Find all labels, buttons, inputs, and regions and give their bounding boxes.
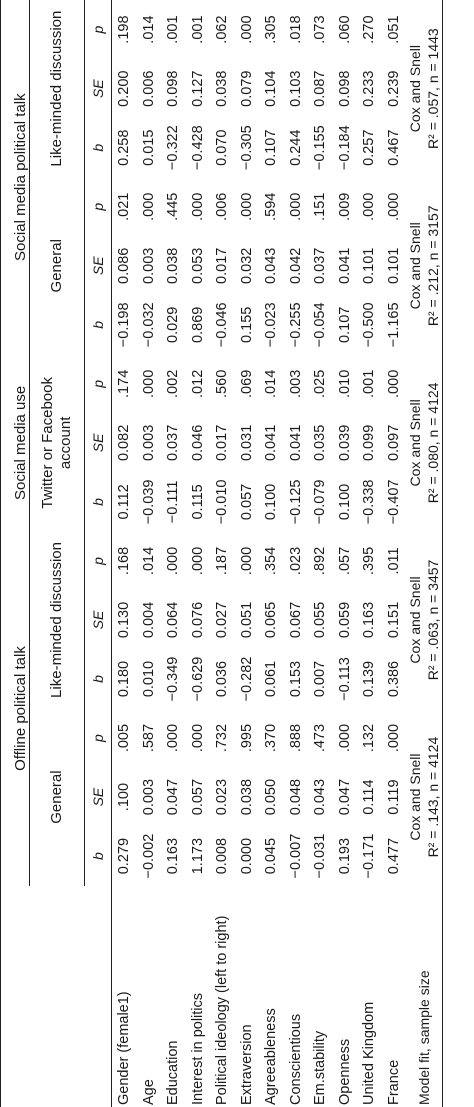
row-label: Conscientious: [287, 1013, 304, 1105]
row-label: France: [385, 1059, 402, 1105]
model-fit-method: Cox and Snell: [407, 753, 423, 841]
stat-header: p: [85, 709, 112, 768]
table-cell: −0.349: [165, 656, 182, 702]
table-cell: 0.104: [263, 70, 280, 107]
table-cell: 0.107: [263, 129, 280, 166]
table-cell: 0.119: [385, 779, 402, 815]
table-cell: .000: [165, 723, 182, 753]
table-cell: 0.006: [140, 70, 157, 107]
model-fit-cell: [406, 709, 443, 886]
table-cell: 0.057: [238, 483, 255, 521]
table-cell: 0.038: [214, 70, 231, 107]
model-fit-method: Cox and Snell: [407, 222, 423, 310]
table-cell: −0.282: [238, 656, 255, 702]
table-cell: .010: [336, 369, 353, 398]
table-cell: 0.103: [287, 70, 304, 107]
table-cell: 0.127: [189, 70, 206, 107]
table-cell: −0.007: [287, 833, 304, 879]
table-cell: 0.087: [312, 70, 329, 107]
table-cell: .000: [189, 723, 206, 753]
table-cell: 0.200: [116, 70, 133, 107]
table-cell: .057: [336, 546, 353, 576]
table-cell: 0.000: [238, 837, 255, 875]
model-fit-cell: [406, 531, 443, 708]
row-label: Age: [140, 1079, 157, 1105]
table-cell: .012: [189, 369, 206, 398]
table-cell: 0.098: [165, 70, 182, 107]
table-cell: 0.059: [336, 601, 353, 639]
table-cell: 0.239: [385, 70, 402, 107]
table-cell: .000: [189, 192, 206, 221]
table-cell: .060: [336, 15, 353, 44]
table-cell: −0.198: [116, 302, 133, 348]
table-row: [210, 0, 235, 1107]
stat-header: SE: [85, 590, 112, 649]
table-cell: −0.039: [140, 479, 157, 525]
row-label: Openness: [336, 1038, 353, 1105]
subgroup-header: Twitter or Facebook account: [30, 354, 85, 531]
table-cell: .000: [385, 723, 402, 753]
table-cell: 0.098: [336, 70, 353, 107]
table-cell: 0.047: [165, 778, 182, 816]
stat-header: b: [85, 650, 112, 709]
table-cell: .000: [238, 546, 255, 576]
table-cell: 0.869: [189, 306, 206, 343]
model-fit-cell: [406, 0, 443, 177]
model-fit-cell: [406, 177, 443, 354]
table-cell: .732: [214, 723, 231, 753]
table-cell: 0.039: [336, 424, 353, 462]
table-cell: 0.029: [165, 306, 182, 343]
table-cell: .000: [238, 15, 255, 44]
table-cell: .174: [116, 369, 133, 398]
table-cell: 0.038: [238, 778, 255, 816]
table-cell: 0.046: [189, 424, 206, 462]
group-header: Social media use: [1, 354, 30, 531]
table-cell: 0.279: [116, 837, 133, 875]
table-cell: 0.015: [140, 129, 157, 166]
table-cell: .000: [385, 369, 402, 398]
stub-header: [30, 886, 85, 1107]
table-cell: 0.003: [140, 247, 157, 284]
table-cell: .009: [336, 192, 353, 221]
table-cell: .151: [312, 192, 329, 221]
table-cell: −0.407: [385, 479, 402, 525]
stat-header: SE: [85, 236, 112, 295]
table-cell: 0.027: [214, 601, 231, 639]
table-cell: .370: [263, 723, 280, 753]
table-cell: 0.193: [336, 837, 353, 875]
stat-header: p: [85, 354, 112, 413]
table-cell: 0.023: [214, 778, 231, 816]
table-cell: .002: [165, 369, 182, 398]
table-cell: −0.113: [336, 657, 353, 701]
table-cell: .025: [312, 369, 329, 398]
table-cell: 0.153: [287, 660, 304, 698]
row-label: Education: [165, 1040, 182, 1105]
table-cell: .000: [140, 369, 157, 398]
table-cell: .168: [116, 546, 133, 576]
table-cell: 0.115: [189, 484, 206, 520]
table-cell: 0.007: [312, 660, 329, 698]
table-cell: .000: [336, 723, 353, 753]
table-cell: .000: [361, 192, 378, 221]
table-cell: 0.107: [336, 306, 353, 343]
table-cell: 0.043: [312, 778, 329, 816]
table-cell: 0.163: [165, 837, 182, 875]
table-cell: −0.500: [361, 302, 378, 348]
group-header: Social media political talk: [1, 0, 30, 354]
stat-header: p: [85, 531, 112, 590]
table-cell: −0.046: [214, 302, 231, 348]
stat-header: b: [85, 827, 112, 886]
model-fit-stats: R² = .143, n = 4124: [425, 736, 441, 858]
table-cell: .473: [312, 723, 329, 753]
row-label: Extraversion: [238, 1024, 255, 1105]
row-label: Interest in politics: [189, 992, 206, 1105]
table-cell: 0.057: [189, 778, 206, 816]
stat-header: SE: [85, 413, 112, 472]
table-row: [259, 0, 284, 1107]
table-cell: −0.031: [312, 833, 329, 879]
table-cell: 0.163: [361, 601, 378, 639]
table-cell: 0.139: [361, 660, 378, 698]
table-cell: 0.130: [116, 601, 133, 639]
row-label: Agreeableness: [263, 1008, 280, 1105]
model-fit-stats: R² = .080, n = 4124: [425, 382, 441, 504]
table-cell: .000: [287, 192, 304, 221]
table-cell: 0.099: [361, 424, 378, 462]
table-cell: 0.151: [385, 601, 402, 639]
table-cell: .560: [214, 369, 231, 398]
table-cell: .001: [189, 15, 206, 44]
table-cell: 0.086: [116, 247, 133, 284]
table-cell: .014: [140, 546, 157, 576]
table-cell: 0.070: [214, 129, 231, 166]
table-cell: .305: [263, 15, 280, 44]
table-cell: .892: [312, 546, 329, 576]
table-cell: 0.032: [238, 247, 255, 284]
table-cell: 0.079: [238, 70, 255, 107]
table-cell: 0.008: [214, 837, 231, 875]
table-cell: .000: [140, 192, 157, 221]
table-cell: 0.257: [361, 129, 378, 166]
table-cell: 0.244: [287, 129, 304, 166]
table-cell: 0.051: [238, 601, 255, 639]
stat-header: p: [85, 177, 112, 236]
table-cell: −0.322: [165, 125, 182, 171]
table-row: [112, 0, 137, 1107]
table-cell: .198: [116, 15, 133, 44]
table-cell: .000: [189, 546, 206, 576]
table-row: [308, 0, 333, 1107]
table-cell: 0.035: [312, 424, 329, 462]
table-cell: .000: [385, 192, 402, 221]
table-cell: 0.100: [263, 483, 280, 521]
model-fit-stats: R² = .057, n = 1443: [425, 28, 441, 149]
table-cell: .100: [116, 782, 133, 812]
subgroup-header: Like-minded discussion: [30, 531, 85, 708]
table-cell: −0.255: [287, 302, 304, 348]
table-cell: .000: [165, 546, 182, 576]
table-cell: 0.064: [165, 601, 182, 639]
table-cell: 0.050: [263, 778, 280, 816]
row-label: Political ideology (left to right): [214, 915, 231, 1105]
table-cell: .132: [361, 723, 378, 753]
table-cell: −0.171: [361, 833, 378, 879]
table-cell: 0.076: [189, 601, 206, 639]
table-row: [161, 0, 186, 1107]
table-cell: 0.386: [385, 660, 402, 698]
table-cell: −0.079: [312, 479, 329, 525]
table-cell: 0.061: [263, 660, 280, 698]
table-cell: 0.038: [165, 247, 182, 284]
table-cell: 0.082: [116, 424, 133, 462]
table-cell: 0.047: [336, 778, 353, 816]
subgroup-header: General: [30, 177, 85, 354]
model-fit-row: [406, 0, 443, 1107]
table-cell: 0.037: [312, 247, 329, 284]
table-row: [186, 0, 211, 1107]
table-cell: −0.023: [263, 302, 280, 348]
stub-header: [1, 886, 30, 1107]
table-cell: 0.045: [263, 837, 280, 875]
table-cell: 0.041: [263, 424, 280, 462]
table-cell: .354: [263, 546, 280, 576]
model-fit-stats: R² = .212, n = 3157: [425, 205, 441, 327]
stub-header: [85, 886, 112, 1107]
table-cell: 0.048: [287, 778, 304, 816]
row-label: United Kingdom: [361, 1001, 378, 1105]
table-cell: .006: [214, 192, 231, 221]
table-cell: 0.065: [263, 601, 280, 639]
table-cell: 0.041: [336, 247, 353, 284]
stat-header: b: [85, 118, 112, 177]
table-cell: 0.037: [165, 424, 182, 462]
subgroup-header: Like-minded discussion: [30, 0, 85, 177]
table-cell: .018: [287, 15, 304, 44]
table-cell: 0.180: [116, 660, 133, 698]
stat-header: p: [85, 0, 112, 59]
table-cell: .005: [116, 723, 133, 753]
table-cell: 0.101: [385, 247, 402, 284]
table-cell: 0.042: [287, 247, 304, 284]
table-cell: 0.043: [263, 247, 280, 284]
stat-header: b: [85, 472, 112, 531]
table-cell: 0.003: [140, 424, 157, 462]
table-cell: .003: [287, 369, 304, 398]
table-cell: −0.111: [165, 480, 182, 524]
table-cell: 0.477: [385, 837, 402, 875]
table-cell: 0.233: [361, 70, 378, 107]
row-label: Em.stability: [312, 1030, 329, 1105]
table-cell: 0.155: [238, 306, 255, 343]
table-cell: .594: [263, 192, 280, 221]
table-cell: 0.010: [140, 660, 157, 698]
table-cell: −1.165: [385, 302, 402, 348]
table-cell: 0.036: [214, 660, 231, 698]
model-fit-method: Cox and Snell: [407, 45, 423, 133]
table-row: [357, 0, 382, 1107]
model-fit-stats: R² = .063, n = 3457: [425, 559, 441, 681]
table-cell: −0.184: [336, 125, 353, 171]
table-cell: 0.067: [287, 601, 304, 639]
table-cell: .001: [361, 369, 378, 398]
table-cell: 0.004: [140, 601, 157, 639]
table-cell: .021: [116, 192, 133, 221]
table-cell: .073: [312, 15, 329, 44]
table-cell: 0.097: [385, 424, 402, 462]
table-cell: .051: [385, 15, 402, 44]
table-cell: 0.017: [214, 424, 231, 462]
table-cell: −0.002: [140, 833, 157, 879]
table-row: [137, 0, 162, 1107]
row-label: Model fit, sample size: [406, 886, 443, 1107]
model-fit-method: Cox and Snell: [407, 576, 423, 664]
subgroup-header: General: [30, 709, 85, 886]
table-cell: .069: [238, 369, 255, 398]
table-cell: 0.041: [287, 424, 304, 462]
table-cell: .062: [214, 15, 231, 44]
stat-header: SE: [85, 768, 112, 827]
table-cell: .023: [287, 546, 304, 576]
table-cell: −0.629: [189, 656, 206, 702]
table-cell: 0.467: [385, 129, 402, 166]
table-cell: .187: [214, 546, 231, 576]
group-header: Offline political talk: [1, 531, 30, 885]
table-cell: .001: [165, 15, 182, 44]
table-cell: .995: [238, 723, 255, 753]
table-cell: .395: [361, 546, 378, 576]
model-fit-cell: [406, 354, 443, 531]
model-fit-method: Cox and Snell: [407, 399, 423, 487]
table-cell: .270: [361, 15, 378, 44]
table-cell: −0.338: [361, 479, 378, 525]
table-cell: −0.155: [312, 125, 329, 171]
table-cell: .014: [140, 15, 157, 44]
table-cell: .888: [287, 723, 304, 753]
table-cell: −0.305: [238, 125, 255, 171]
table-cell: 0.031: [238, 424, 255, 462]
table-cell: .000: [238, 192, 255, 221]
table-cell: .587: [140, 723, 157, 753]
table-row: [333, 0, 358, 1107]
table-cell: 0.003: [140, 778, 157, 816]
table-cell: −0.125: [287, 479, 304, 525]
table-cell: 0.100: [336, 483, 353, 521]
table-cell: 0.258: [116, 129, 133, 166]
table-cell: 0.101: [361, 247, 378, 284]
table-row: [284, 0, 309, 1107]
table-row: [382, 0, 407, 1107]
table-row: [235, 0, 260, 1107]
table-cell: 1.173: [189, 837, 206, 875]
table-cell: −0.032: [140, 302, 157, 348]
stat-header: SE: [85, 59, 112, 118]
table-cell: 0.114: [361, 779, 378, 815]
row-label: Gender (female1): [116, 991, 133, 1105]
table-cell: 0.053: [189, 247, 206, 284]
table-cell: .445: [165, 192, 182, 221]
table-cell: .011: [385, 547, 402, 575]
stat-header: b: [85, 295, 112, 354]
table-cell: −0.428: [189, 125, 206, 171]
table-cell: 0.017: [214, 247, 231, 284]
table-cell: −0.054: [312, 302, 329, 348]
table-cell: 0.055: [312, 601, 329, 639]
table-cell: −0.010: [214, 479, 231, 525]
table-cell: 0.112: [116, 484, 133, 520]
table-cell: .014: [263, 369, 280, 398]
